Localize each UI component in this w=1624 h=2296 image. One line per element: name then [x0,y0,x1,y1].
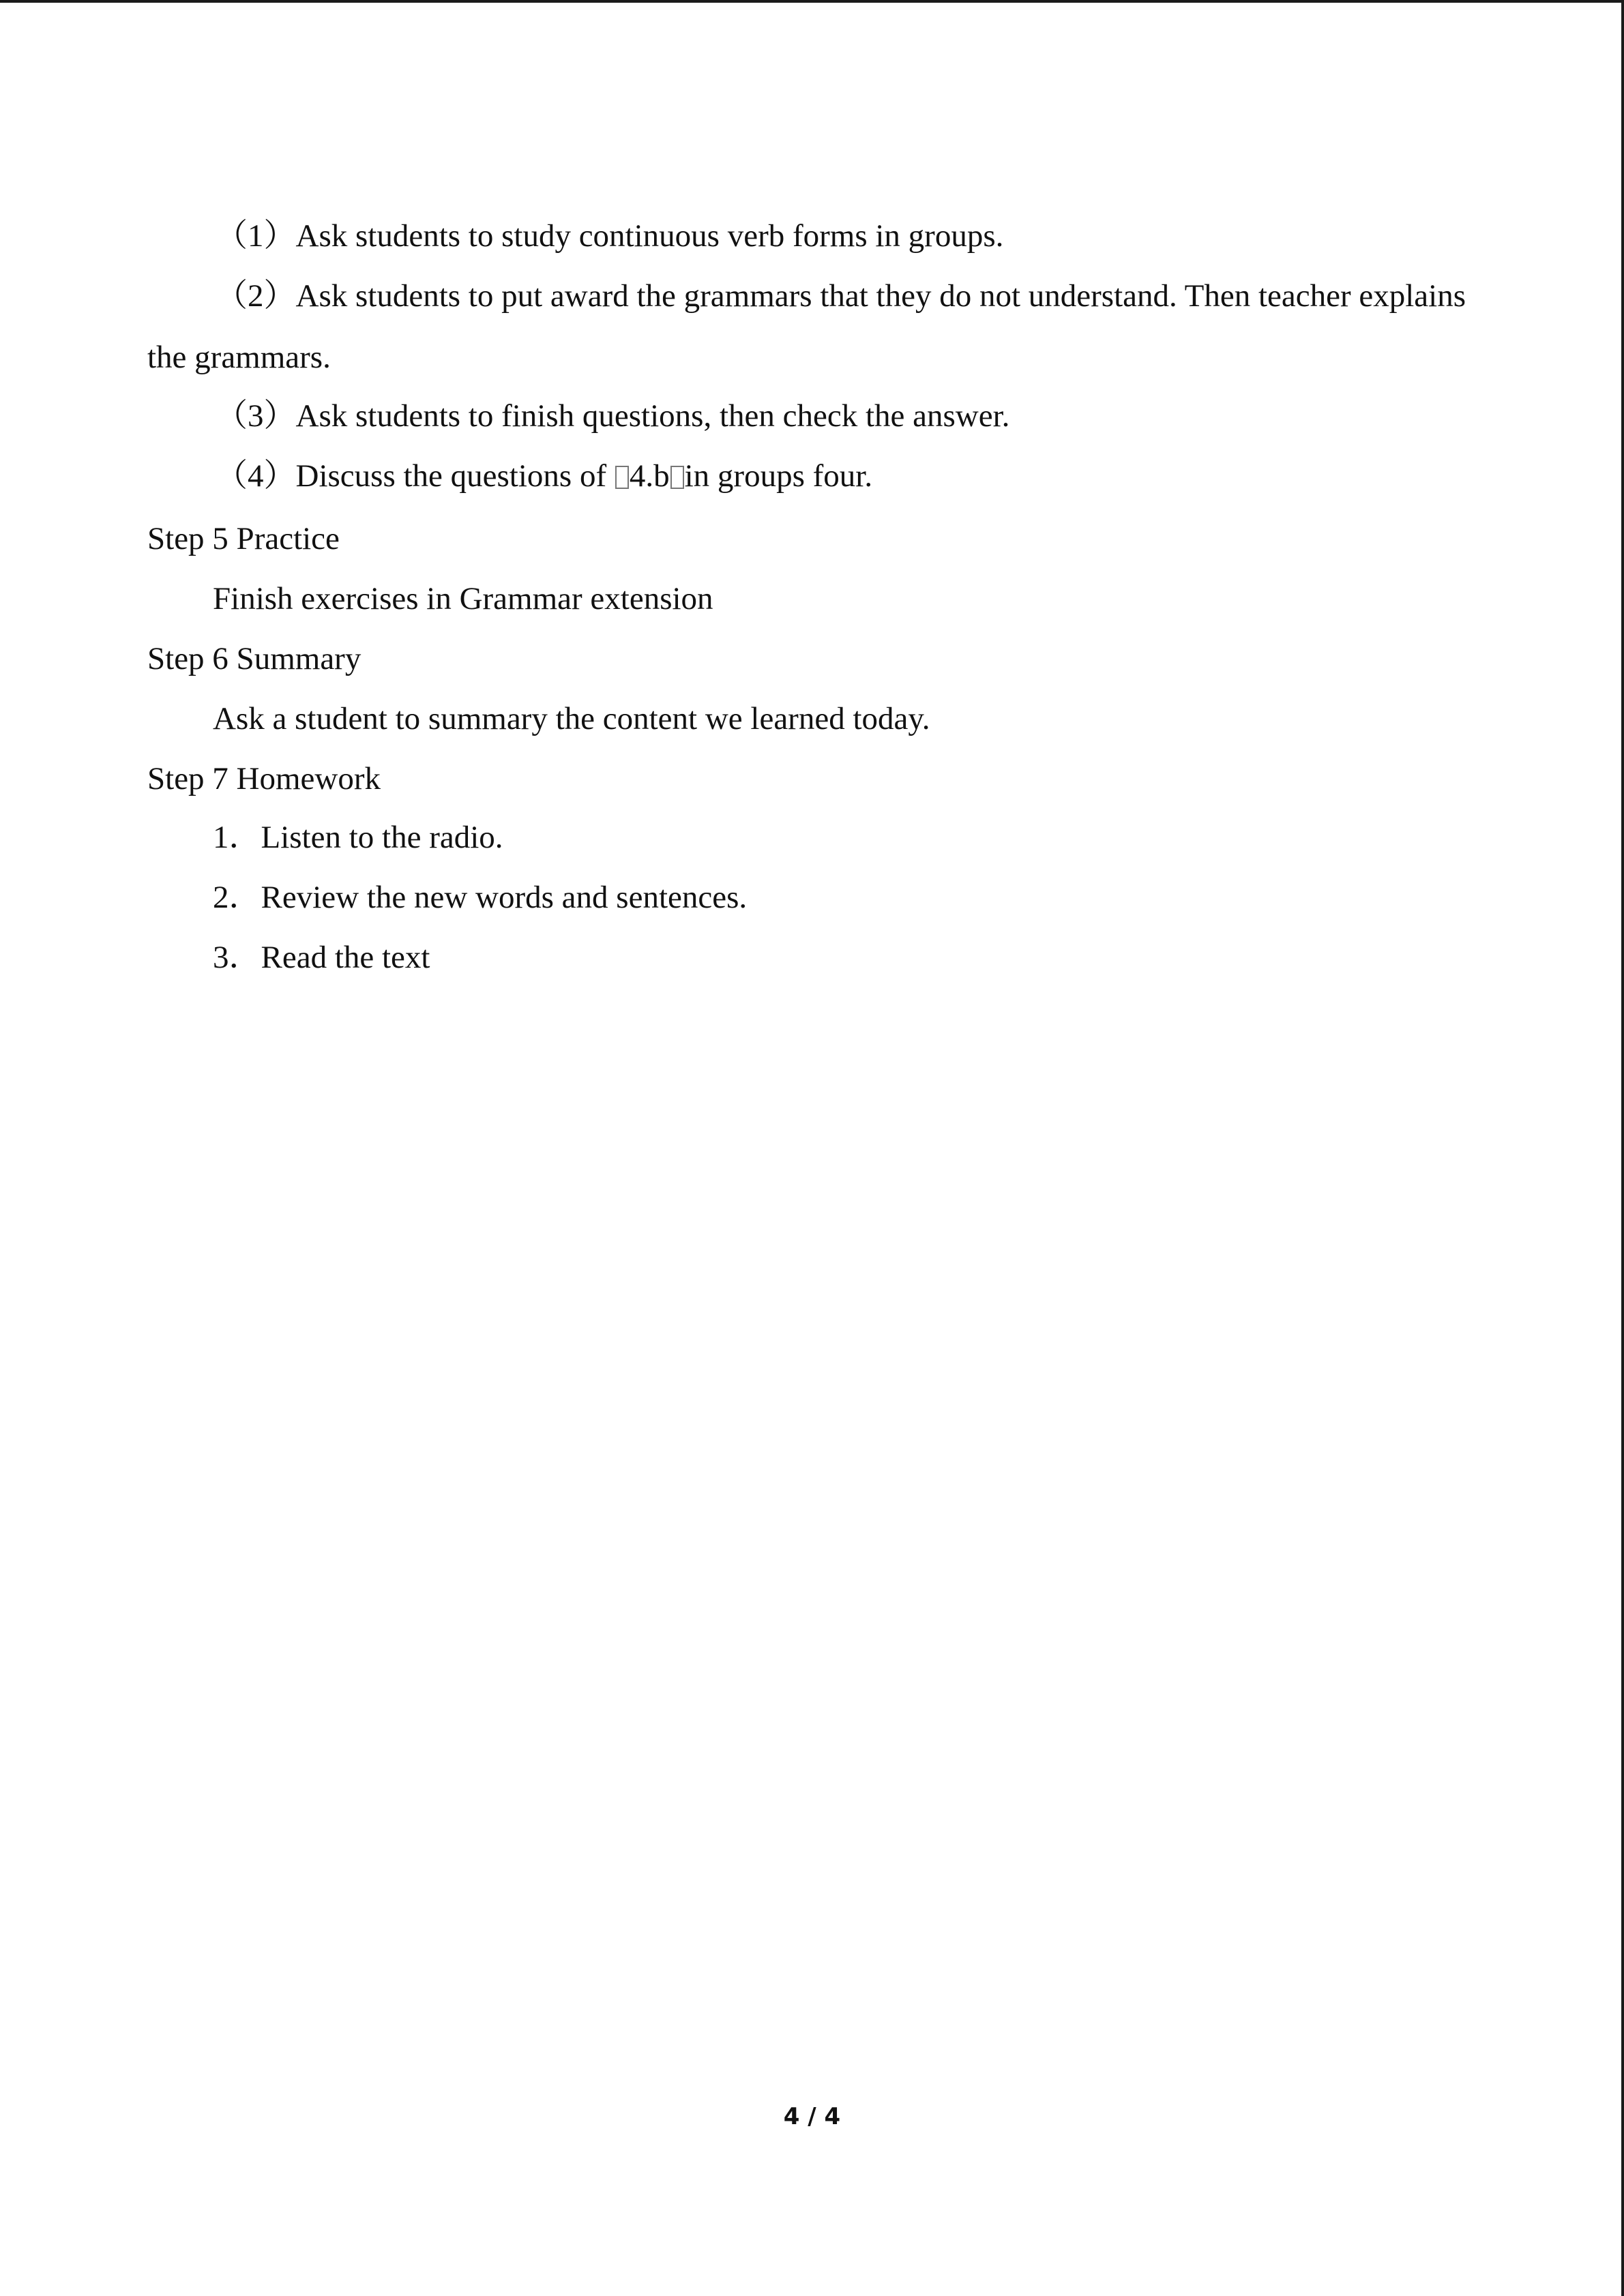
procedure-item-2-continuation [147,337,331,378]
item-number: （1） [216,218,296,254]
item-text: Discuss the questions of [295,458,615,494]
item-number: 2． [213,880,261,915]
homework-item-2 [213,877,747,918]
procedure-item-1 [216,215,1003,256]
item-number: （2） [216,278,296,314]
item-text: Ask students to finish questions, then check the answer. [295,398,1010,434]
item-text: Read the text [261,940,430,975]
item-text: in groups four. [684,458,873,494]
homework-item-3 [213,937,430,978]
item-code: 4.b [629,458,670,494]
procedure-item-4 [216,456,872,496]
page-border-right [1621,0,1624,2296]
page-number: 4 / 4 [783,2103,841,2130]
item-text: Ask students to put award the grammars that they do not understand. Then teacher explains [295,278,1466,314]
item-number: （4） [216,458,296,494]
procedure-item-3 [216,396,1009,436]
item-number: 3． [213,940,261,975]
step5-body: Finish exercises in Grammar extension [213,581,713,616]
step6-body: Ask a student to summary the content we learned today. [213,701,930,736]
missing-glyph-box [615,466,629,489]
item-text: Review the new words and sentences. [261,880,748,915]
procedure-item-2 [216,275,1466,316]
page-border-top [0,0,1624,3]
step7-heading: Step 7 Homework [147,761,381,796]
item-text-continuation: the grammars. [147,340,331,375]
item-number: 1． [213,820,261,855]
item-text: Ask students to study continuous verb forms in groups. [295,218,1004,254]
step6-heading: Step 6 Summary [147,641,361,676]
step5-heading: Step 5 Practice [147,521,340,556]
homework-item-1 [213,817,503,858]
missing-glyph-box [670,466,684,489]
item-text: Listen to the radio. [261,820,503,855]
item-number: （3） [216,398,296,434]
